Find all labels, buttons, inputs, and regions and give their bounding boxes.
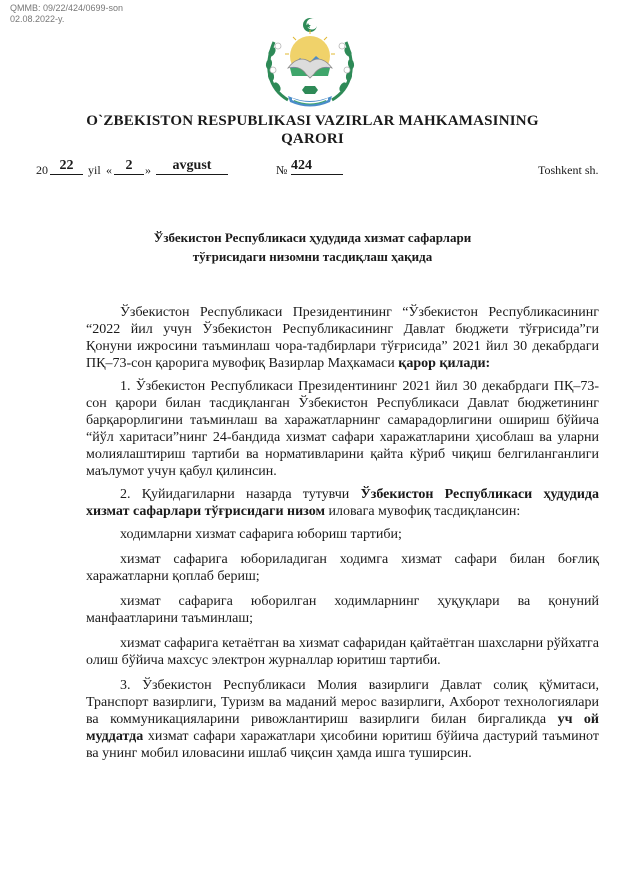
- clause-2-end: иловага мувофиқ тасдиқлансин:: [324, 504, 521, 519]
- month-value: avgust: [156, 158, 228, 175]
- decree-body: [86, 304, 599, 768]
- clause-3-bold: уч ой муддатда: [86, 712, 599, 744]
- clause-3: [86, 677, 599, 762]
- open-quote: «: [106, 163, 112, 177]
- registration-number: QMMB: 09/22/424/0699-son: [10, 3, 124, 13]
- preamble-resolution: қарор қилади:: [398, 356, 491, 371]
- title-line-1: Ўзбекистон Республикаси ҳудудида хизмат сафарлари: [153, 230, 472, 245]
- year-suffix: yil: [88, 163, 101, 177]
- preamble-paragraph: [86, 304, 599, 372]
- clause-3-start: 3. Ўзбекистон Республикаси Молия вазирлиги Давлат солиқ қўмитаси, Транспорт вазирлиги, Туризм ва маданий мерос вазирлиги, Ахборот технологиялари ва коммуникацияларини ривожлантириш вазирлиги билан биргаликда: [86, 678, 599, 727]
- list-item: хизмат сафарига юборилган ходимларнинг ҳуқуқлари ва қонуний манфаатларини таъминлаш;: [86, 594, 599, 626]
- state-emblem-of-uzbekistan-icon: [258, 16, 362, 112]
- decree-title: [60, 228, 565, 266]
- list-item: хизмат сафарига юбориладиган ходимга хизмат сафари билан боғлиқ харажатларни қоплаб бериш;: [86, 552, 599, 584]
- year-prefix: 20: [36, 163, 48, 177]
- preamble-text: Ўзбекистон Республикаси Президентининг “Ўзбекистон Республикасининг “2022 йил учун Ўзбекистон Республикасининг Давлат бюджети тўғрисида”ги Қонуни ижросини таъминлаш чора-тадбирлари тўғрисида” 2021 йил 30 декабрдаги ПҚ–73-сон қарорига мувофиқ Вазирлар Маҳкамаси: [86, 305, 599, 371]
- decree-heading: [60, 112, 565, 148]
- close-quote: »: [145, 163, 151, 177]
- list-item: хизмат сафарига кетаётган ва хизмат сафаридан қайтаётган шахсларни рўйхатга олиш бўйича махсус электрон журналлар юритиш тартиби.: [86, 636, 599, 668]
- clause-2: [86, 486, 599, 520]
- clause-3-end: хизмат сафари харажатлари ҳисобини юритиш бўйича дастурий таъминот ва унинг мобил иловасини ишлаб чиқсин ҳамда ишга туширсин.: [86, 729, 599, 761]
- decree-number: 424: [291, 158, 343, 175]
- place: Toshkent sh.: [538, 163, 599, 177]
- registration-stamp: [10, 3, 123, 25]
- registration-date: 02.08.2022-y.: [10, 14, 65, 24]
- heading-line-2: QARORI: [281, 131, 344, 147]
- number-sign: №: [276, 163, 288, 177]
- title-line-2: тўғрисидаги низомни тасдиқлаш ҳақида: [192, 249, 433, 264]
- clause-2-bold: Ўзбекистон Республикаси ҳудудида хизмат сафарлари тўғрисидаги низом: [86, 487, 599, 519]
- date-line: [0, 160, 625, 180]
- clause-2-start: 2. Қуйидагиларни назарда тутувчи: [120, 487, 361, 502]
- clause-1: 1. Ўзбекистон Республикаси Президентининг 2021 йил 30 декабрдаги ПҚ–73-сон қарори билан тасдиқланган Ўзбекистон Республикаси Давлат бюджетининг барқарорлигини таъминлаш ва харажатларнинг самарадорлигини ошириш бўйича “йўл харитаси”нинг 24-бандида хизмат сафари харажатларини ҳисоблаш ва уларни молиялаштириш тартиби ва нормативларини қайта кўриб чиқиш белгиланганлиги маълумот учун қабул қилинсин.: [86, 379, 599, 479]
- day-value: 2: [114, 158, 144, 175]
- year-value: 22: [50, 158, 83, 175]
- heading-line-1: O`ZBEKISTON RESPUBLIKASI VAZIRLAR MAHKAMASINING: [86, 113, 539, 129]
- list-item: ходимларни хизмат сафарига юбориш тартиби;: [120, 527, 402, 542]
